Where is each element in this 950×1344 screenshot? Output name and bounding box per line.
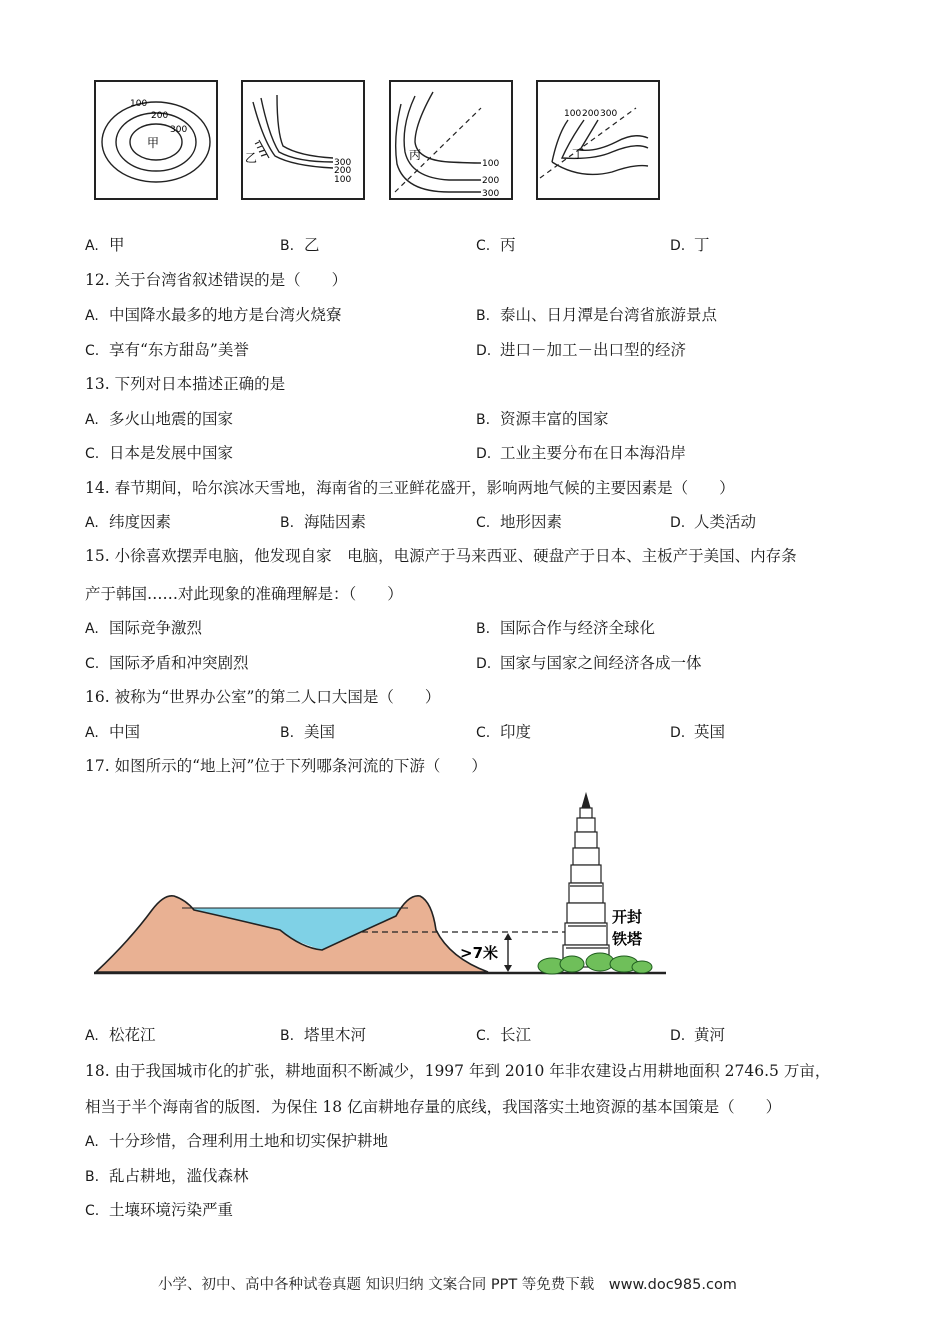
option-text: 资源丰富的国家 xyxy=(500,410,609,428)
q16-option-a[interactable] xyxy=(85,722,140,743)
option-text: 国际矛盾和冲突剧烈 xyxy=(109,654,249,672)
option-key: C. xyxy=(85,1203,100,1219)
q15-option-a[interactable] xyxy=(85,618,202,639)
q15-option-b[interactable] xyxy=(476,618,655,639)
q15-stem-line1: 15. 小徐喜欢摆弄电脑，他发现自家 电脑，电源产于马来西亚、硬盘产于日本、主板产于美国、内存条 xyxy=(85,547,797,565)
option-text: 美国 xyxy=(304,723,336,741)
option-key: C. xyxy=(476,515,491,531)
option-key: B. xyxy=(476,621,491,637)
map-label-bing: 丙 xyxy=(409,148,422,162)
q14-option-c[interactable] xyxy=(476,512,562,533)
option-text: 松花江 xyxy=(109,1026,156,1044)
option-text: 人类活动 xyxy=(694,513,757,531)
q12-stem: 12. 关于台湾省叙述错误的是（ ） xyxy=(85,271,348,289)
contour-tick: 200 xyxy=(482,176,500,186)
option-key: A. xyxy=(85,725,99,741)
tree-cluster xyxy=(538,953,652,974)
q13-stem: 13. 下列对日本描述正确的是 xyxy=(85,375,286,393)
option-key: B. xyxy=(476,308,491,324)
q18-option-c[interactable] xyxy=(85,1200,233,1221)
option-key: C. xyxy=(85,343,100,359)
q17-option-d[interactable] xyxy=(670,1025,725,1046)
q17-option-a[interactable] xyxy=(85,1025,156,1046)
option-text: 享有“东方甜岛”美誉 xyxy=(109,341,249,359)
option-key: B. xyxy=(476,412,491,428)
contour-tick: 100 xyxy=(564,109,582,119)
q13-option-d[interactable] xyxy=(476,443,686,464)
contour-map-yi xyxy=(241,80,366,202)
contour-tick: 200 xyxy=(582,109,600,119)
option-key: A. xyxy=(85,238,99,254)
option-text: 丙 xyxy=(500,236,516,254)
q14-option-d[interactable] xyxy=(670,512,756,533)
option-text: 国际竞争激烈 xyxy=(109,619,203,637)
option-text: 国际合作与经济全球化 xyxy=(500,619,656,637)
map-label-jia: 甲 xyxy=(147,136,160,150)
contour-tick: 100 xyxy=(334,175,352,185)
contour-tick: 300 xyxy=(334,158,352,168)
option-text: 丁 xyxy=(694,236,710,254)
option-key: C. xyxy=(476,725,491,741)
q16-option-d[interactable] xyxy=(670,722,725,743)
q12-option-c[interactable] xyxy=(85,340,249,361)
height-label: >7米 xyxy=(460,944,499,962)
contour-tick: 100 xyxy=(130,99,148,109)
q15-option-c[interactable] xyxy=(85,653,249,674)
option-key: A. xyxy=(85,308,99,324)
q17-stem: 17. 如图所示的“地上河”位于下列哪条河流的下游（ ） xyxy=(85,757,487,775)
option-text: 泰山、日月潭是台湾省旅游景点 xyxy=(500,306,718,324)
q16-option-c[interactable] xyxy=(476,722,531,743)
elevated-river-figure xyxy=(90,790,670,980)
contour-tick: 200 xyxy=(151,111,169,121)
contour-map-jia xyxy=(94,80,219,202)
option-text: 甲 xyxy=(109,236,125,254)
option-key: B. xyxy=(280,238,295,254)
option-key: D. xyxy=(670,725,686,741)
option-text: 纬度因素 xyxy=(109,513,172,531)
option-text: 进口－加工－出口型的经济 xyxy=(500,341,687,359)
option-text: 国家与国家之间经济各成一体 xyxy=(500,654,702,672)
option-key: D. xyxy=(476,656,492,672)
q13-option-a[interactable] xyxy=(85,409,233,430)
contour-tick: 100 xyxy=(482,159,500,169)
q14-option-a[interactable] xyxy=(85,512,171,533)
tower-label-1: 开封 xyxy=(612,908,643,926)
q16-stem: 16. 被称为“世界办公室”的第二人口大国是（ ） xyxy=(85,688,441,706)
option-text: 塔里木河 xyxy=(304,1026,367,1044)
option-key: C. xyxy=(476,1028,491,1044)
q18-option-b[interactable] xyxy=(85,1166,249,1187)
contour-tick: 300 xyxy=(600,109,618,119)
option-text: 土壤环境污染严重 xyxy=(109,1201,234,1219)
option-key: A. xyxy=(85,515,99,531)
option-key: D. xyxy=(670,238,686,254)
q18-option-a[interactable] xyxy=(85,1131,388,1152)
tower-label-2: 铁塔 xyxy=(612,930,643,948)
option-text: 工业主要分布在日本海沿岸 xyxy=(500,444,687,462)
q11-option-d[interactable] xyxy=(670,235,710,256)
q17-option-b[interactable] xyxy=(280,1025,366,1046)
q12-option-d[interactable] xyxy=(476,340,686,361)
option-key: B. xyxy=(280,1028,295,1044)
map-label-yi: 乙 xyxy=(245,151,258,165)
map-label-ding: 丁 xyxy=(572,147,585,161)
option-key: C. xyxy=(476,238,491,254)
contour-tick: 200 xyxy=(334,166,352,176)
q12-option-a[interactable] xyxy=(85,305,342,326)
q18-stem-line1: 18. 由于我国城市化的扩张，耕地面积不断减少，1997 年到 2010 年非农建设占用耕地面积 2746.5 万亩， xyxy=(85,1062,831,1080)
page-footer: 小学、初中、高中各种试卷真题 知识归纳 文案合同 PPT 等免费下载 www.doc985.com xyxy=(158,1277,737,1293)
option-key: A. xyxy=(85,1134,99,1150)
q11-option-a[interactable] xyxy=(85,235,125,256)
option-key: D. xyxy=(476,343,492,359)
option-text: 乙 xyxy=(304,236,320,254)
kaifeng-iron-tower xyxy=(563,794,609,967)
q17-option-c[interactable] xyxy=(476,1025,531,1046)
option-text: 多火山地震的国家 xyxy=(109,410,234,428)
q15-stem-line2: 产于韩国……对此现象的准确理解是：（ ） xyxy=(85,585,403,603)
option-text: 乱占耕地，滥伐森林 xyxy=(109,1167,249,1185)
option-key: B. xyxy=(280,515,295,531)
q13-option-b[interactable] xyxy=(476,409,609,430)
q11-option-b[interactable] xyxy=(280,235,320,256)
contour-tick: 300 xyxy=(170,125,188,135)
option-key: D. xyxy=(476,446,492,462)
contour-tick: 300 xyxy=(482,189,500,199)
option-text: 中国 xyxy=(109,723,141,741)
option-text: 十分珍惜，合理利用土地和切实保护耕地 xyxy=(109,1132,389,1150)
option-key: C. xyxy=(85,446,100,462)
option-text: 黄河 xyxy=(694,1026,726,1044)
option-key: A. xyxy=(85,412,99,428)
option-text: 日本是发展中国家 xyxy=(109,444,234,462)
option-key: A. xyxy=(85,1028,99,1044)
option-key: C. xyxy=(85,656,100,672)
option-text: 印度 xyxy=(500,723,532,741)
q15-option-d[interactable] xyxy=(476,653,702,674)
q12-option-b[interactable] xyxy=(476,305,717,326)
option-key: D. xyxy=(670,1028,686,1044)
option-text: 海陆因素 xyxy=(304,513,367,531)
q14-stem: 14. 春节期间，哈尔滨冰天雪地，海南省的三亚鲜花盛开，影响两地气候的主要因素是（ ） xyxy=(85,479,735,497)
option-key: B. xyxy=(280,725,295,741)
option-text: 长江 xyxy=(500,1026,532,1044)
option-text: 地形因素 xyxy=(500,513,563,531)
option-text: 英国 xyxy=(694,723,726,741)
q14-option-b[interactable] xyxy=(280,512,366,533)
option-key: B. xyxy=(85,1169,100,1185)
option-key: D. xyxy=(670,515,686,531)
q13-option-c[interactable] xyxy=(85,443,233,464)
option-text: 中国降水最多的地方是台湾火烧寮 xyxy=(109,306,342,324)
contour-map-ding xyxy=(536,80,661,202)
option-key: A. xyxy=(85,621,99,637)
contour-map-bing xyxy=(389,80,514,202)
q18-stem-line2: 相当于半个海南省的版图．为保住 18 亿亩耕地存量的底线，我国落实土地资源的基本国策是（ ） xyxy=(85,1098,782,1116)
q11-option-c[interactable] xyxy=(476,235,516,256)
q16-option-b[interactable] xyxy=(280,722,335,743)
